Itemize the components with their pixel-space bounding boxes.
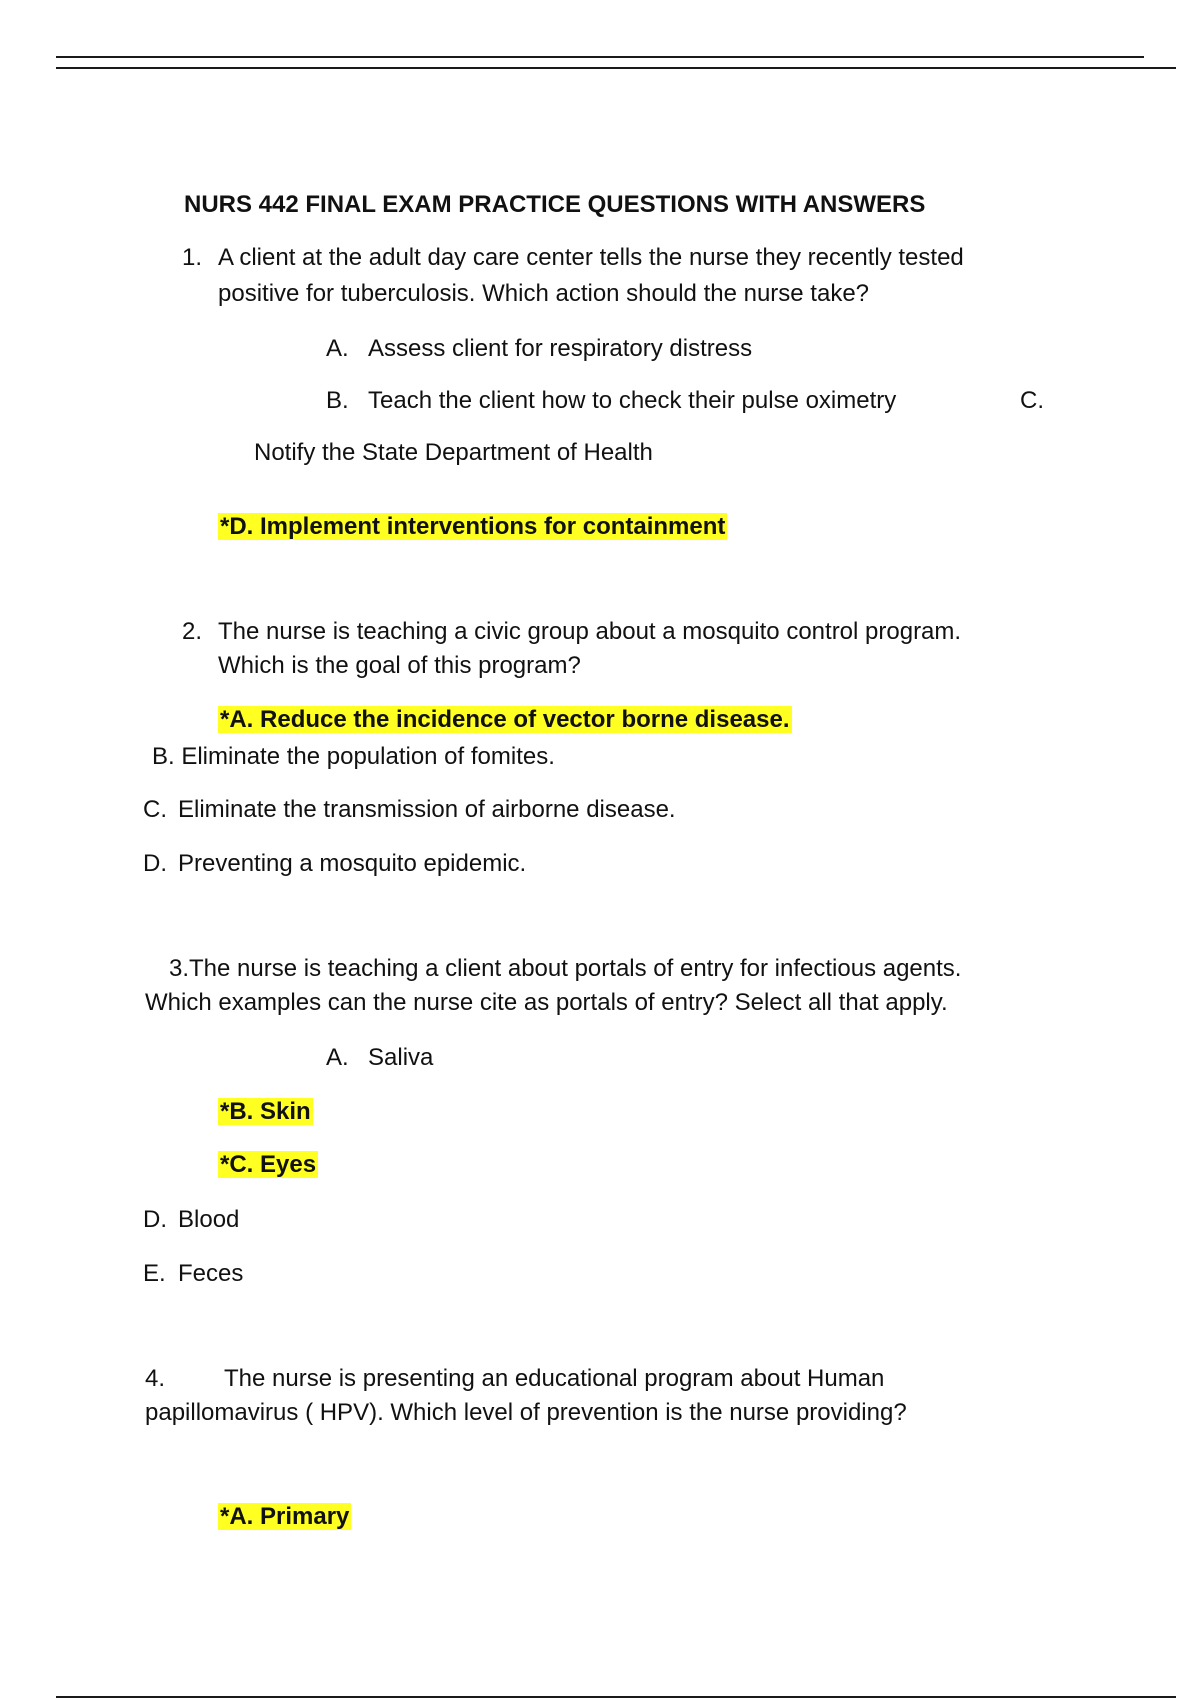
- question-1-number: 1.: [182, 244, 203, 271]
- question-2-answer-a: [218, 704, 792, 736]
- question-1-option-b-text: Teach the client how to check their pulse oximetry: [368, 387, 897, 414]
- question-3-option-a-letter: A.: [326, 1044, 349, 1071]
- question-1-option-c-letter: C.: [1020, 387, 1044, 414]
- answer-highlight: *A. Reduce the incidence of vector borne disease.: [220, 706, 790, 733]
- answer-highlight: *A. Primary: [220, 1503, 350, 1530]
- question-1-option-b-letter: B.: [326, 387, 349, 414]
- question-3-option-d-text: Blood: [178, 1206, 240, 1233]
- question-2-text-line2: Which is the goal of this program?: [218, 652, 581, 679]
- question-4-answer-a: [218, 1501, 351, 1533]
- question-4-text-line1: The nurse is presenting an educational program about Human: [224, 1365, 885, 1392]
- question-4-number: 4.: [145, 1365, 166, 1392]
- question-3-answer-b: [218, 1096, 313, 1128]
- question-2-option-d-letter: D.: [143, 850, 167, 877]
- question-2-text-line1: The nurse is teaching a civic group about a mosquito control program.: [218, 618, 962, 645]
- question-1-text-line2: positive for tuberculosis. Which action should the nurse take?: [218, 280, 870, 307]
- question-3-answer-c: [218, 1149, 318, 1181]
- answer-highlight: *C. Eyes: [220, 1151, 317, 1178]
- document-title: NURS 442 FINAL EXAM PRACTICE QUESTIONS WITH ANSWERS: [184, 191, 926, 218]
- question-2-option-c-letter: C.: [143, 796, 167, 823]
- question-2-option-b: B. Eliminate the population of fomites.: [152, 743, 555, 770]
- header-rule-bottom: [56, 67, 1176, 69]
- answer-highlight: *B. Skin: [220, 1098, 311, 1125]
- question-2-option-d-text: Preventing a mosquito epidemic.: [178, 850, 527, 877]
- question-3-text-line1: 3.The nurse is teaching a client about portals of entry for infectious agents.: [169, 955, 962, 982]
- question-4-text-line2: papillomavirus ( HPV). Which level of prevention is the nurse providing?: [145, 1399, 907, 1426]
- question-2-option-c-text: Eliminate the transmission of airborne disease.: [178, 796, 676, 823]
- question-3-option-e-letter: E.: [143, 1260, 166, 1287]
- question-1-option-a-letter: A.: [326, 335, 349, 362]
- question-1-option-a-text: Assess client for respiratory distress: [368, 335, 753, 362]
- question-1-text-line1: A client at the adult day care center tells the nurse they recently tested: [218, 244, 964, 271]
- question-3-option-d-letter: D.: [143, 1206, 167, 1233]
- footer-rule: [56, 1696, 1176, 1698]
- question-3-text-line2: Which examples can the nurse cite as portals of entry? Select all that apply.: [145, 989, 948, 1016]
- question-1-option-c-text: Notify the State Department of Health: [254, 439, 653, 466]
- question-3-option-a-text: Saliva: [368, 1044, 434, 1071]
- answer-highlight: *D. Implement interventions for containment: [220, 513, 726, 540]
- question-3-option-e-text: Feces: [178, 1260, 244, 1287]
- header-rule-top: [56, 56, 1144, 58]
- question-1-answer-d: [218, 511, 727, 543]
- question-2-number: 2.: [182, 618, 203, 645]
